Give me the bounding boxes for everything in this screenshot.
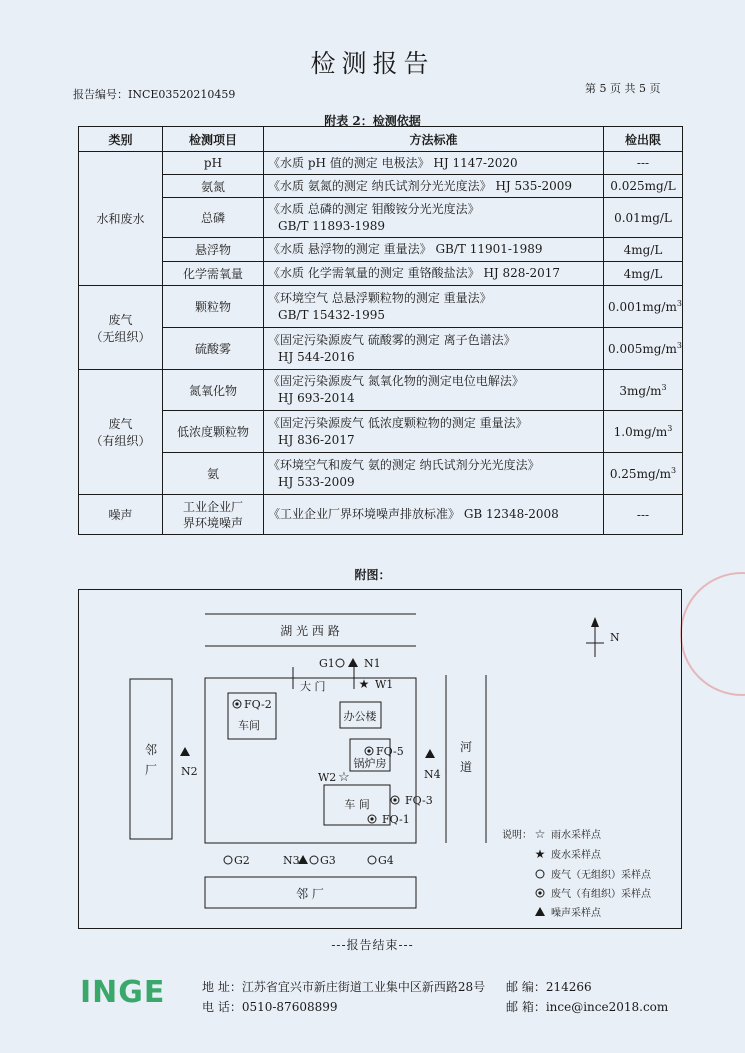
table-row <box>79 495 683 535</box>
limit-cell <box>604 411 683 453</box>
method-line: GB/T 15432-1995 <box>278 307 386 322</box>
email-value: ince@ince2018.com <box>545 1000 669 1014</box>
item-cell: 化学需氧量 <box>163 262 264 286</box>
limit-cell: --- <box>604 495 683 535</box>
site-map <box>78 589 682 929</box>
point-n4-label: N4 <box>424 768 441 781</box>
method-cell <box>264 370 604 411</box>
report-number-value: INCE03520210459 <box>128 88 236 101</box>
noise-point-icon <box>348 658 358 667</box>
method-line: HJ 693-2014 <box>278 391 355 405</box>
legend-item: 噪声采样点 <box>551 908 601 919</box>
point-fq2-label: FQ-2 <box>244 698 272 711</box>
address-value: 江苏省宜兴市新庄街道工业集中区新西路28号 <box>241 980 486 994</box>
fugitive-gas-point-icon <box>368 856 376 864</box>
phone-value: 0510-87608899 <box>241 1000 338 1014</box>
organized-gas-point-dot <box>370 817 373 820</box>
limit-cell: 4mg/L <box>604 262 683 286</box>
report-title: 检测报告 <box>310 49 435 78</box>
method-cell: 《工业企业厂界环境噪声排放标准》 GB 12348-2008 <box>264 495 604 535</box>
postcode-value: 214266 <box>545 980 592 994</box>
item-cell: 氮氧化物 <box>163 370 264 411</box>
workshop-2-label: 车 间 <box>344 798 370 811</box>
header-category: 类别 <box>79 127 163 152</box>
table-row <box>79 262 683 286</box>
point-fq3-label: FQ-3 <box>405 794 433 807</box>
method-cell: 《水质 化学需氧量的测定 重铬酸盐法》 HJ 828-2017 <box>264 262 604 286</box>
limit-superscript: 3 <box>661 382 667 392</box>
neighbor-left-label-1: 邻 <box>144 743 158 757</box>
point-g1-label: G1 <box>319 657 335 670</box>
point-w1-label: W1 <box>375 678 394 691</box>
address-label: 地 址： <box>202 980 242 994</box>
header-item: 检测项目 <box>163 127 264 152</box>
method-line: HJ 544-2016 <box>278 349 355 364</box>
wastewater-point-icon: ★ <box>358 677 370 691</box>
point-g3-label: G3 <box>320 854 336 867</box>
item-cell: 硫酸雾 <box>163 328 264 370</box>
limit-value: 3mg/m <box>619 383 662 398</box>
category-fugitive-gas <box>79 286 163 370</box>
point-w2-label: W2 <box>318 771 337 784</box>
fugitive-gas-point-icon <box>536 870 544 878</box>
limit-cell <box>604 453 683 495</box>
limit-cell: 4mg/L <box>604 238 683 262</box>
basis-table <box>78 126 683 535</box>
item-cell: 颗粒物 <box>163 286 264 328</box>
method-line: 《固定污染源废气 硫酸雾的测定 离子色谱法》 <box>268 332 516 347</box>
category-line: （有组织） <box>90 434 151 448</box>
method-cell: 《水质 氨氮的测定 纳氏试剂分光光度法》 HJ 535-2009 <box>264 175 604 198</box>
limit-cell: --- <box>604 152 683 175</box>
boiler-house-label: 锅炉房 <box>353 757 387 770</box>
table-row <box>79 238 683 262</box>
point-g4-label: G4 <box>378 854 394 867</box>
limit-superscript: 3 <box>667 424 673 433</box>
neighbor-bottom-label: 邻 厂 <box>296 887 324 901</box>
table-header-row <box>79 127 683 152</box>
method-line: HJ 836-2017 <box>278 432 355 447</box>
postcode-label: 邮 编： <box>506 980 546 994</box>
legend-item: 废水采样点 <box>551 850 601 861</box>
report-number-label: 报告编号： <box>73 88 128 101</box>
neighbor-left-outline <box>130 679 172 839</box>
limit-value: 0.25mg/m <box>609 467 672 481</box>
limit-cell <box>604 370 683 411</box>
road-label: 湖 光 西 路 <box>280 624 340 638</box>
limit-cell: 0.01mg/L <box>604 198 683 238</box>
table-row <box>79 411 683 453</box>
table-title: 附表 2：检测依据 <box>324 114 421 128</box>
method-cell: 《水质 悬浮物的测定 重量法》 GB/T 11901-1989 <box>264 238 604 262</box>
table-row <box>79 152 683 175</box>
category-line: （无组织） <box>90 329 151 344</box>
north-arrow-head <box>591 617 599 627</box>
item-cell: 总磷 <box>163 198 264 238</box>
method-line: 《固定污染源废气 氮氧化物的测定电位电解法》 <box>268 374 524 388</box>
category-water: 水和废水 <box>79 152 163 286</box>
category-line: 废气 <box>108 312 133 327</box>
north-label: N <box>610 631 620 644</box>
table-row <box>79 286 683 328</box>
item-line: 工业企业厂 <box>182 499 243 514</box>
email-label: 邮 箱： <box>506 1000 546 1014</box>
table-row <box>79 198 683 238</box>
method-cell <box>264 286 604 328</box>
limit-superscript: 3 <box>676 299 682 308</box>
legend-item: 雨水采样点 <box>551 830 601 841</box>
table-row <box>79 175 683 198</box>
limit-cell <box>604 328 683 370</box>
rainwater-point-icon: ☆ <box>338 770 350 785</box>
table-row <box>79 453 683 495</box>
rainwater-point-icon: ☆ <box>534 827 546 841</box>
category-line: 废气 <box>108 417 133 431</box>
footer-phone <box>202 998 338 1015</box>
point-g2-label: G2 <box>234 854 250 867</box>
neighbor-left-label-2: 厂 <box>144 763 158 777</box>
method-line: 《水质 总磷的测定 钼酸铵分光光度法》 <box>268 201 480 216</box>
river-label-2: 道 <box>459 760 473 774</box>
limit-value: 0.001mg/m <box>608 300 677 314</box>
legend-item: 废气（无组织）采样点 <box>551 870 651 881</box>
organized-gas-point-dot <box>367 749 370 752</box>
noise-point-icon <box>535 907 545 916</box>
fugitive-gas-point-icon <box>224 856 232 864</box>
method-cell <box>264 198 604 238</box>
method-line: 《环境空气和废气 氨的测定 纳氏试剂分光光度法》 <box>268 457 540 472</box>
noise-point-icon <box>425 749 435 758</box>
fugitive-gas-point-icon <box>310 856 318 864</box>
page-info: 第 5 页 共 5 页 <box>585 82 661 95</box>
method-cell <box>264 328 604 370</box>
item-cell: 氨 <box>163 453 264 495</box>
item-cell: pH <box>163 152 264 175</box>
limit-value: 0.005mg/m <box>608 342 677 356</box>
category-noise: 噪声 <box>79 495 163 535</box>
workshop-1-label: 车间 <box>238 719 260 732</box>
method-line: GB/T 11893-1989 <box>278 218 386 233</box>
method-cell <box>264 411 604 453</box>
method-line: HJ 533-2009 <box>278 474 355 489</box>
organized-gas-point-dot <box>538 891 541 894</box>
item-line: 界环境噪声 <box>182 515 243 530</box>
seal-stamp <box>680 572 745 696</box>
limit-superscript: 3 <box>671 466 677 475</box>
point-n1-label: N1 <box>364 657 381 670</box>
noise-point-icon <box>180 747 190 756</box>
company-logo: INGE <box>80 975 166 1010</box>
phone-label: 电 话： <box>202 1000 242 1014</box>
footer-address <box>202 978 485 995</box>
limit-value: 1.0mg/m <box>613 425 668 439</box>
header-limit: 检出限 <box>604 127 683 152</box>
method-cell <box>264 453 604 495</box>
point-fq5-label: FQ-5 <box>376 745 404 758</box>
method-cell: 《水质 pH 值的测定 电极法》 HJ 1147-2020 <box>264 152 604 175</box>
point-fq1-label: FQ-1 <box>382 813 410 826</box>
report-number <box>73 86 235 102</box>
organized-gas-point-dot <box>235 702 238 705</box>
river-label-1: 河 <box>459 740 473 754</box>
item-cell: 悬浮物 <box>163 238 264 262</box>
item-cell: 低浓度颗粒物 <box>163 411 264 453</box>
footer-postcode <box>506 978 592 995</box>
item-cell <box>163 495 264 535</box>
item-cell: 氨氮 <box>163 175 264 198</box>
figure-title: 附图： <box>354 568 391 582</box>
point-n3-label: N3 <box>283 854 300 867</box>
limit-cell <box>604 286 683 328</box>
fugitive-gas-point-icon <box>336 659 344 667</box>
table-row <box>79 370 683 411</box>
category-organized-gas <box>79 370 163 495</box>
table-row <box>79 328 683 370</box>
legend-item: 废气（有组织）采样点 <box>551 889 651 900</box>
legend-title: 说明： <box>502 830 532 841</box>
point-n2-label: N2 <box>181 765 198 778</box>
report-end: ---报告结束--- <box>331 938 414 952</box>
gate-label: 大 门 <box>300 680 326 693</box>
footer-email <box>506 998 668 1015</box>
method-line: 《环境空气 总悬浮颗粒物的测定 重量法》 <box>268 290 492 305</box>
office-label: 办公楼 <box>343 710 377 723</box>
method-line: 《固定污染源废气 低浓度颗粒物的测定 重量法》 <box>268 415 528 430</box>
organized-gas-point-dot <box>393 798 396 801</box>
header-method: 方法标准 <box>264 127 604 152</box>
limit-superscript: 3 <box>676 341 682 350</box>
wastewater-point-icon: ★ <box>534 847 546 861</box>
limit-cell: 0.025mg/L <box>604 175 683 198</box>
